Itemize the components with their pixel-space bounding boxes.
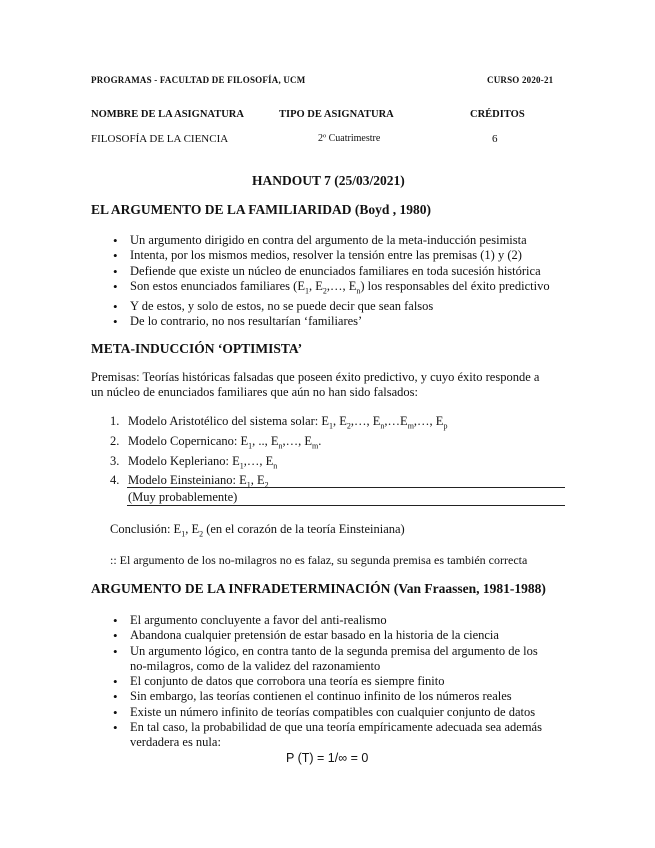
models-list — [110, 414, 447, 493]
list-item: • Existe un número infinito de teorías compatibles con cualquier conjunto de datos — [110, 705, 542, 720]
therefore-statement: :: El argumento de los no-milagros no es falaz, su segunda premisa es también correcta — [110, 553, 528, 567]
list-item: • Abandona cualquier pretensión de estar basado en la historia de la ciencia — [110, 628, 542, 643]
course-credits-label: CRÉDITOS — [470, 109, 525, 120]
list-item: • Y de estos, y solo de estos, no se puede decir que sean falsos — [110, 299, 550, 314]
course-name-value: FILOSOFÍA DE LA CIENCIA — [91, 133, 229, 145]
divider-bottom — [127, 505, 565, 506]
familiarity-bullets — [110, 233, 550, 329]
section-familiarity-title: EL ARGUMENTO DE LA FAMILIARIDAD (Boyd , 1980) — [91, 202, 432, 217]
divider-top — [127, 487, 565, 488]
probability-formula: P (T) = 1/∞ = 0 — [286, 751, 369, 765]
list-item: • El conjunto de datos que corrobora una teoría es siempre finito — [110, 674, 542, 689]
list-item: 1. Modelo Aristotélico del sistema solar: $E_1$, $E_2,\dots$, $E_n,\dots E_m,\dots$, $E_p$ — [110, 414, 448, 431]
premisas-line-1: Premisas: Teorías históricas falsadas que poseen éxito predictivo, y cuyo éxito responde a — [91, 370, 540, 384]
course-type-label: TIPO DE ASIGNATURA — [279, 109, 394, 120]
course-credits-value: 6 — [492, 133, 498, 145]
course-name-label: NOMBRE DE LA ASIGNATURA — [91, 109, 244, 120]
section-underdetermination-title: ARGUMENTO DE LA INFRADETERMINACIÓN (Van Fraassen, 1981-1988) — [91, 581, 546, 596]
handout-title: HANDOUT 7 (25/03/2021) — [252, 173, 405, 188]
list-item: • Un argumento dirigido en contra del argumento de la meta-inducción pesimista — [110, 233, 550, 248]
header-course-year: CURSO 2020-21 — [487, 75, 554, 85]
list-item: • De lo contrario, no nos resultarían ‘familiares’ — [110, 314, 550, 329]
list-item: • Sin embargo, las teorías contienen el continuo infinito de los números reales — [110, 689, 542, 704]
conclusion: Conclusión: $E_1$, $E_2$ (en el corazón de la teoría Einsteiniana) — [110, 522, 405, 539]
list-item: • Un argumento lógico, en contra tanto de la segunda premisa del argumento de los no-milagros, como de la validez del razonamiento — [110, 644, 542, 675]
list-item: 4. Modelo Einsteiniano: $E_1$, $E_2$ — [110, 473, 269, 490]
list-item: • Son estos enunciados familiares ($E_1$, $E_2,\dots$, $E_n$) los responsables del éxito predictivo — [110, 279, 550, 299]
list-item: • Defiende que existe un núcleo de enunciados familiares en toda sucesión histórica — [110, 264, 550, 279]
list-item: • Intenta, por los mismos medios, resolver la tensión entre las premisas (1) y (2) — [110, 248, 550, 263]
list-item: • El argumento concluyente a favor del anti-realismo — [110, 613, 542, 628]
list-item: 3. Modelo Kepleriano: $E_1,\dots$, $E_n$ — [110, 453, 278, 471]
probably-note: (Muy probablemente) — [128, 490, 238, 504]
header-program: PROGRAMAS - FACULTAD DE FILOSOFÍA, UCM — [91, 75, 306, 85]
premisas-line-2: un núcleo de enunciados familiares que aún no han sido falsados: — [91, 385, 418, 399]
list-item: • En tal caso, la probabilidad de que una teoría empíricamente adecuada sea además verdadera es nula: — [110, 720, 542, 751]
list-item: 2. Modelo Copernicano: $E_1$, .., $E_n,\dots$, $E_m$. — [110, 433, 322, 451]
underdetermination-bullets — [110, 613, 542, 751]
section-optimistic-title: META-INDUCCIÓN ‘OPTIMISTA’ — [91, 341, 303, 356]
course-type-value: 2º Cuatrimestre — [318, 133, 381, 144]
